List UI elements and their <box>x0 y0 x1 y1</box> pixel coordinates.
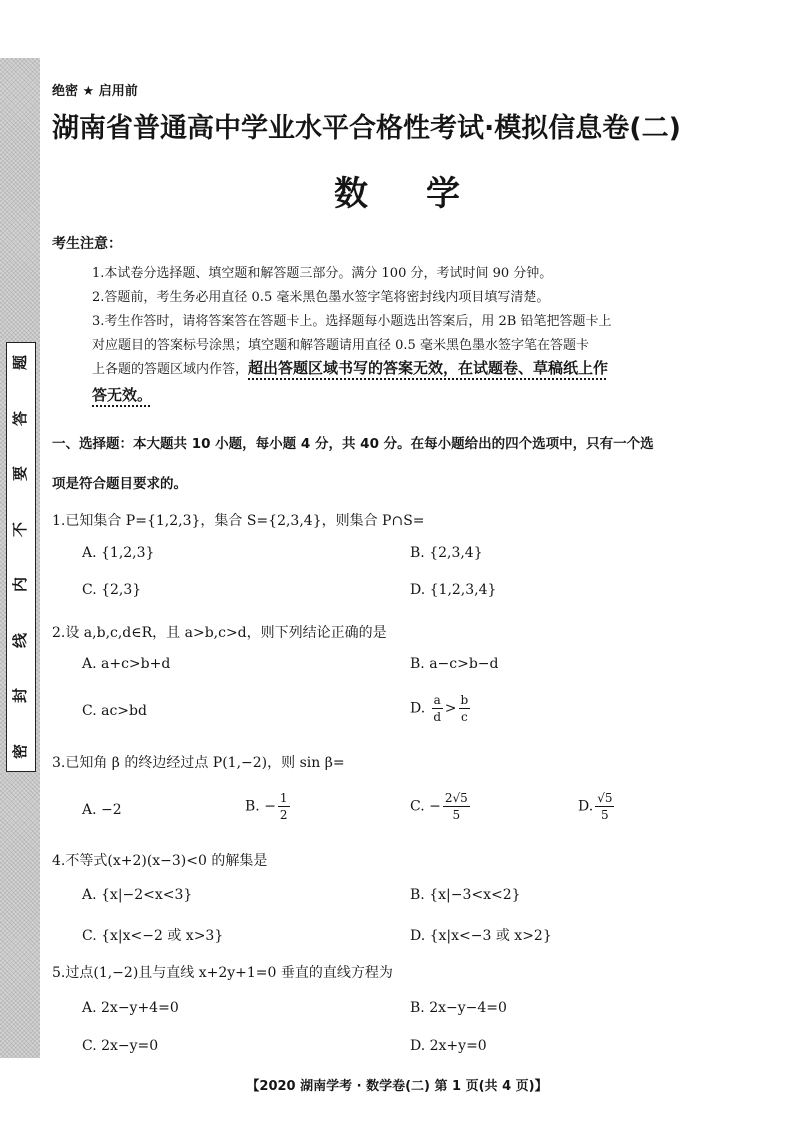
note-3b: 对应题目的答案标号涂黑；填空题和解答题请用直径 0.5 毫米黑色墨水签字笔在答题卡 <box>92 338 589 353</box>
note-3c-emphasis: 超出答题区域书写的答案无效，在试题卷、草稿纸上作 <box>248 359 609 377</box>
q3-option-a: A. −2 <box>82 802 122 818</box>
seal-char: 内 <box>11 577 30 593</box>
q3-option-c <box>410 792 472 821</box>
subject-title: 数学 <box>334 174 518 214</box>
question-2: 2.设 a,b,c,d∈R，且 a>b,c>d，则下列结论正确的是 <box>52 625 387 641</box>
denominator: c <box>461 710 468 724</box>
notes-heading: 考生注意： <box>52 236 122 252</box>
numerator: 2√5 <box>444 791 468 805</box>
numerator: b <box>460 693 469 707</box>
numerator: √5 <box>597 791 613 805</box>
q2-option-c: C. ac>bd <box>82 703 147 719</box>
question-3: 3.已知角 β 的终边经过点 P(1,−2)，则 sin β= <box>52 755 345 771</box>
q2-d-label: D. <box>410 700 426 717</box>
question-4: 4.不等式(x+2)(x−3)<0 的解集是 <box>52 853 268 869</box>
note-3d-emphasis: 答无效。 <box>92 386 153 404</box>
numerator: a <box>433 693 441 707</box>
q2-option-b: B. a−c>b−d <box>410 656 499 672</box>
seal-char: 密 <box>11 743 30 759</box>
q1-option-a: A. {1,2,3} <box>82 545 155 561</box>
q3-d-fraction <box>595 792 614 821</box>
q5-option-d: D. 2x+y=0 <box>410 1038 487 1054</box>
confidential-mark: 绝密 ★ 启用前 <box>52 84 138 99</box>
numerator: 1 <box>279 791 288 805</box>
question-5: 5.过点(1,−2)且与直线 x+2y+1=0 垂直的直线方程为 <box>52 965 393 981</box>
note-3d <box>92 384 152 405</box>
seal-char: 线 <box>11 632 30 648</box>
denominator: d <box>433 710 442 724</box>
page-footer: 【2020 湖南学考 · 数学卷(二) 第 1 页(共 4 页)】 <box>246 1079 548 1094</box>
q3-b-fraction <box>278 792 290 821</box>
q1-option-b: B. {2,3,4} <box>410 545 483 561</box>
q2-option-a: A. a+c>b+d <box>82 656 171 672</box>
denominator: 5 <box>452 808 461 822</box>
q1-option-c: C. {2,3} <box>82 582 142 598</box>
q2-d-fraction-right <box>459 694 471 723</box>
q3-c-fraction <box>443 792 470 821</box>
q5-option-c: C. 2x−y=0 <box>82 1038 159 1054</box>
section-heading-line1: 一、选择题：本大题共 10 小题，每小题 4 分，共 40 分。在每小题给出的四个选项中，只有一个选 <box>52 436 654 452</box>
denominator: 2 <box>279 808 288 822</box>
q4-option-a: A. {x|−2<x<3} <box>82 887 193 903</box>
q4-option-c: C. {x|x<−2 或 x>3} <box>82 928 224 944</box>
note-2: 2.答题前，考生务必用直径 0.5 毫米黑色墨水签字笔将密封线内项目填写清楚。 <box>92 290 550 305</box>
seal-char: 要 <box>11 466 30 482</box>
q3-option-d <box>578 792 616 821</box>
q4-option-d: D. {x|x<−3 或 x>2} <box>410 928 552 944</box>
seal-char: 答 <box>11 410 30 426</box>
question-1: 1.已知集合 P={1,2,3}，集合 S={2,3,4}，则集合 P∩S= <box>52 513 425 529</box>
note-3c-plain: 上各题的答题区域内作答， <box>92 362 249 377</box>
q3-d-label: D. <box>578 798 594 815</box>
q5-option-a: A. 2x−y+4=0 <box>82 1000 179 1016</box>
q3-option-b <box>245 792 292 821</box>
note-1: 1.本试卷分选择题、填空题和解答题三部分。满分 100 分，考试时间 90 分钟。 <box>92 266 553 281</box>
seal-char: 不 <box>11 521 30 537</box>
note-3c <box>92 357 608 378</box>
greater-than: > <box>444 700 457 717</box>
q5-option-b: B. 2x−y−4=0 <box>410 1000 507 1016</box>
exam-title: 湖南省普通高中学业水平合格性考试·模拟信息卷(二) <box>52 113 681 144</box>
q2-d-fraction-left <box>432 694 443 723</box>
seal-char: 题 <box>11 354 30 371</box>
note-3a: 3.考生作答时，请将答案答在答题卡上。选择题每小题选出答案后，用 2B 铅笔把答题卡上 <box>92 314 612 329</box>
denominator: 5 <box>601 808 609 822</box>
q4-option-b: B. {x|−3<x<2} <box>410 887 521 903</box>
q2-option-d <box>410 694 472 723</box>
section-heading-line2: 项是符合题目要求的。 <box>52 476 187 492</box>
q3-c-label: C. − <box>410 798 441 815</box>
q3-b-label: B. − <box>245 798 276 815</box>
q1-option-d: D. {1,2,3,4} <box>410 582 497 598</box>
seal-line-box <box>6 342 36 772</box>
seal-char: 封 <box>11 688 30 704</box>
